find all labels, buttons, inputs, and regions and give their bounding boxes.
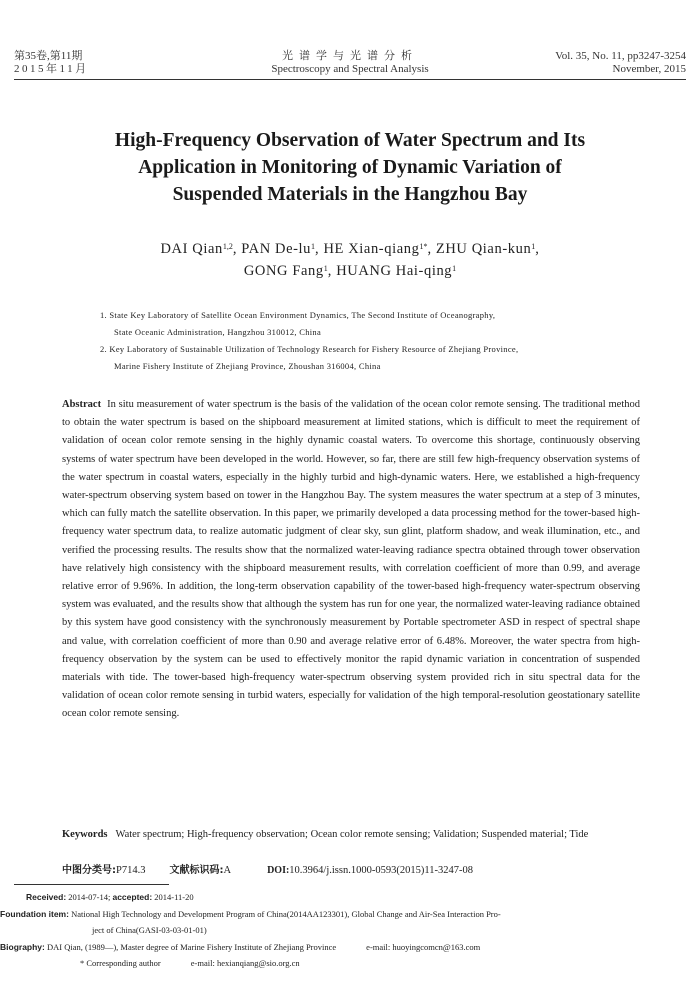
author-line-2: GONG Fang$^1$, HUANG Hai-qing$^1$ xyxy=(243,263,457,279)
doi-label: DOI: xyxy=(267,865,290,876)
affiliation-1-cont: State Oceanic Administration, Hangzhou 310012, China xyxy=(114,327,322,337)
biography-line xyxy=(0,939,690,956)
author-name: DAI Qian xyxy=(160,241,223,257)
foundation-cont: ject of China(GASI-03-03-01-01) xyxy=(92,925,207,935)
volume-issue-cn: 第35卷,第11期 xyxy=(14,50,83,62)
corresponding-line xyxy=(26,955,690,972)
accepted-date: 2014-11-20 xyxy=(154,892,194,902)
author-name: HUANG Hai-qing xyxy=(336,263,453,279)
author-name: ZHU Qian-kun xyxy=(435,241,532,257)
title-line-3: Suspended Materials in the Hangzhou Bay xyxy=(172,184,528,205)
author-name: GONG Fang xyxy=(243,263,324,279)
affiliation-2-cont: Marine Fishery Institute of Zhejiang Province, Zhoushan 316004, China xyxy=(114,361,381,371)
biography-email: e-mail: huoyingcomcn@163.com xyxy=(366,941,481,952)
affiliation-2: 2. Key Laboratory of Sustainable Utilization of Technology Research for Fishery Resource of Zhejiang Province, xyxy=(100,344,519,354)
accepted-label: accepted: xyxy=(112,892,153,902)
biography-text: DAI Qian, (1989—), Master degree of Marine Fishery Institute of Zhejiang Province xyxy=(47,941,337,952)
keywords-text: Water spectrum; High-frequency observation; Ocean color remote sensing; Validation; Suspended material; Tide xyxy=(115,829,589,840)
received-date: 2014-07-14 xyxy=(68,892,108,902)
foundation-line xyxy=(0,906,690,923)
author-affil-mark: 1 xyxy=(323,264,328,273)
author-affil-mark: 1 xyxy=(452,264,457,273)
received-line: Received: 2014-07-14; accepted: 2014-11-20 xyxy=(26,892,194,902)
keywords-label: Keywords xyxy=(62,829,108,840)
date-en: November, 2015 xyxy=(612,63,686,75)
abstract-text: In situ measurement of water spectrum is the basis of the validation of the ocean color remote sensing. The traditional method to obtain the water spectrum is based on the shipboard measurement at limited stations, which is difficult to meet the requirement of validation of ocean color remote sensing in the highly dynamic coastal waters. To overcome this shortage, continuously observing systems of water spectrum have been developed in the world. However, so far, there are still few high-frequency observation systems of the water spectrum in coastal waters, especially in the highly turbid and high-dynamic waters. Here, we established a high-frequency water-spectrum observing system based on tower in the Hangzhou Bay. The system measures the water spectrum at a step of 3 minutes, which can fully match the satellite observation. In this paper, we primarily developed a data processing method for the tower-based high-frequency water spectrum data, to realize automatic judgment of clear sky, sun glint, platform shadow, and weak illumination, etc., and verified the processing results. The results show that the normalized water-leaving radiance spectra obtained through tower observation have relatively high consistency with the shipboard measurement results, with correlation coefficient of more than 0.99, and average relative error of 9.96%. In addition, the long-term observation capability of the tower-based high-frequency water-spectrum observing system was evaluated, and the results show that although the system has run for one year, the normalized water-leaving radiance obtained by this system have good consistency with the synchronously measurement by Portable spectrometer ASD in respect of spectral shape and value, with correlation coefficient of more than 0.90 and average relative error of 6.48%. Moreover, the water spectra from high-frequency observation by the system can be used to effectively monitor the rapid dynamic variation in concentration of suspended materials with tide. The tower-based high-frequency water-spectrum observing system provided rich in situ spectral data for the validation of ocean color remote sensing in turbid waters, especially for validation of the high temporal-resolution geostationary satellite ocean color remote sensing. xyxy=(62,399,640,720)
journal-name-en: Spectroscopy and Spectral Analysis xyxy=(271,63,429,75)
doc-code-label: 文献标识码: xyxy=(169,865,224,876)
author-affil-mark: 1 xyxy=(531,242,536,251)
corresponding-author: * Corresponding author xyxy=(80,958,161,968)
author-line-1: DAI Qian$^{1,2}$, PAN $De-lu^1$, HE Xian-qiang$^{1*}$, ZHU Qian-kun$^1$, xyxy=(160,241,540,257)
author-affil-mark: 1,2 xyxy=(222,242,233,251)
classification-line xyxy=(62,864,662,878)
affiliations xyxy=(100,307,640,375)
abstract-label: Abstract xyxy=(62,399,102,410)
clc-label: 中图分类号: xyxy=(62,865,116,876)
foundation-label: Foundation item: xyxy=(0,908,69,919)
doc-code-value: A xyxy=(223,865,232,876)
journal-name-cn: 光谱学与光谱分析 xyxy=(282,50,418,62)
abstract xyxy=(62,396,640,724)
footnotes xyxy=(0,889,690,972)
title-line-1: High-Frequency Observation of Water Spectrum and Its xyxy=(114,130,586,151)
footnote-rule xyxy=(14,884,169,885)
date-cn: 2015年11月 xyxy=(14,63,89,75)
author-affil-mark: 1* xyxy=(419,242,428,251)
biography-label: Biography: xyxy=(0,941,45,952)
author-list xyxy=(60,238,640,282)
received-label: Received: xyxy=(26,892,67,902)
corresponding-email: e-mail: hexianqiang@sio.org.cn xyxy=(190,958,300,968)
foundation-text: National High Technology and Development Program of China(2014AA123301), Global Change and Air-Sea Interaction Pro- xyxy=(71,908,501,919)
header-rule xyxy=(14,79,686,80)
keywords xyxy=(62,826,640,843)
doi-value: 10.3964/j.issn.1000-0593(2015)11-3247-08 xyxy=(289,865,473,876)
clc-value: P714.3 xyxy=(116,865,146,876)
author-name: PAN De-lu xyxy=(241,241,312,257)
author-affil-mark: 1 xyxy=(311,242,316,251)
journal-pages xyxy=(555,50,686,76)
affiliation-1: 1. State Key Laboratory of Satellite Ocean Environment Dynamics, The Second Institute of Oceanography, xyxy=(100,310,496,320)
volume-pages-en: Vol. 35, No. 11, pp3247-3254 xyxy=(555,50,686,62)
title-line-2: Application in Monitoring of Dynamic Variation of xyxy=(138,157,562,178)
author-name: HE Xian-qiang xyxy=(323,241,420,257)
paper-title xyxy=(60,127,640,208)
